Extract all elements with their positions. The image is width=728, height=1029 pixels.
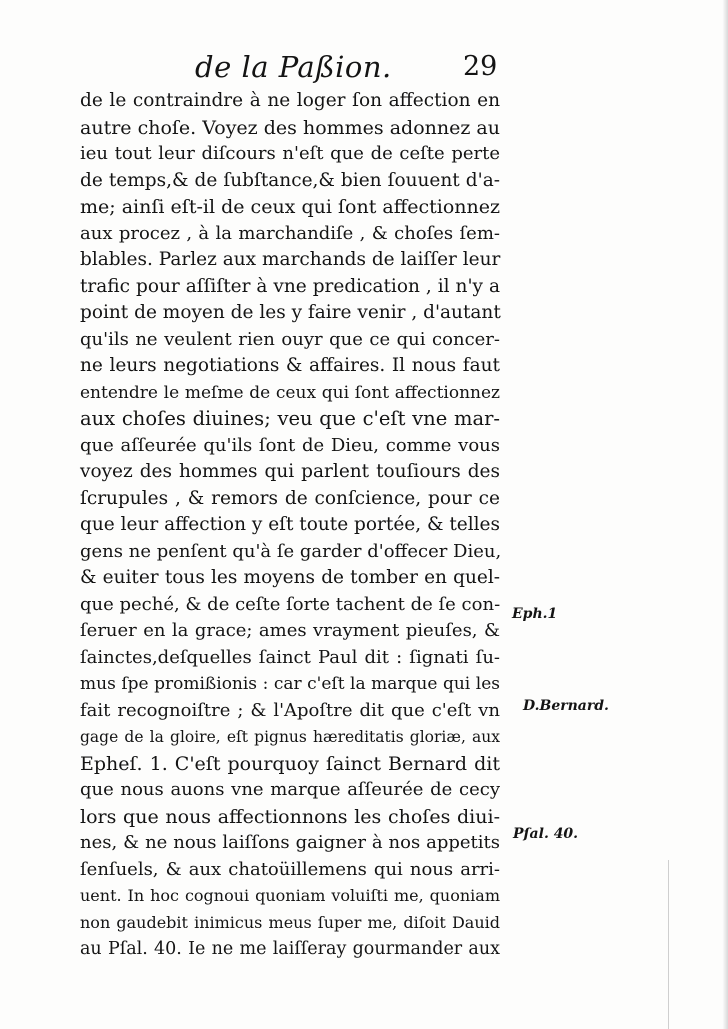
running-title: de la Paßion.: [195, 50, 392, 84]
text-line-22: ſainctes,deſquelles ſainct Paul dit : ſignati ſu-: [80, 646, 500, 668]
text-line-29: nes, & ne nous laiſſons gaigner à nos appetits: [80, 832, 500, 853]
text-line-8: trafic pour aſſiſter à vne predication , il n'y a: [80, 275, 500, 297]
text-line-20: que peché, & de ceſte ſorte tachent de ſe con-: [80, 593, 501, 615]
text-line-27: que nous auons vne marque aſſeurée de cecy: [80, 779, 500, 800]
text-line-31: uent. In hoc cognoui quoniam voluiſti me, quoniam: [80, 886, 500, 905]
text-line-2: autre choſe. Voyez des hommes adonnez au: [80, 116, 500, 139]
text-line-12: entendre le meſme de ceux qui ſont affectionnez: [80, 382, 500, 403]
text-line-6: aux procez , à la marchandiſe , & choſes ſem-: [80, 222, 500, 244]
text-line-15: voyez des hommes qui parlent touſiours des: [80, 461, 500, 482]
text-line-28: lors que nous affectionnons les choſes diui-: [80, 805, 500, 828]
text-line-17: que leur affection y eſt toute portée, & telles: [80, 514, 500, 535]
text-line-5: me; ainſi eſt-il de ceux qui ſont affectionnez: [80, 196, 500, 218]
page-edge-shadow: [722, 0, 728, 1029]
text-line-1: de le contraindre à ne loger ſon affection en: [80, 90, 500, 111]
text-line-32: non gaudebit inimicus meus ſuper me, diſoit Dauid: [80, 912, 500, 932]
text-line-21: ſeruer en la grace; ames vrayment pieuſes, &: [80, 620, 500, 641]
text-line-3: ieu tout leur diſcours n'eſt que de ceſte perte: [80, 143, 500, 164]
text-line-14: que aſſeurée qu'ils ſont de Dieu, comme vous: [80, 434, 500, 456]
margin-note-bernard: D.Bernard.: [523, 698, 609, 714]
text-line-10: qu'ils ne veulent rien ouyr que ce qui concer-: [80, 328, 500, 350]
text-line-11: ne leurs negotiations & affaires. Il nous faut: [80, 355, 500, 376]
text-line-24: fait recognoiſtre ; & l'Apoſtre dit que c'eſt vn: [80, 699, 500, 721]
text-line-9: point de moyen de les y faire venir , d'autant: [80, 302, 501, 323]
text-line-18: gens ne penſent qu'à ſe garder d'offecer Dieu,: [80, 540, 502, 562]
page-edge-line: [668, 860, 669, 1029]
text-line-7: blables. Parlez aux marchands de laiſſer leur: [80, 249, 501, 270]
text-line-25: gage de la gloire, eſt pignus hæreditatis gloriæ, aux: [80, 728, 500, 746]
margin-note-ephesians: Eph.1: [512, 606, 558, 622]
running-head: [195, 50, 498, 90]
text-line-30: ſenſuels, & aux chatoüillemens qui nous arri-: [80, 858, 500, 880]
text-line-33: au Pſal. 40. Ie ne me laiſſeray gourmander aux: [80, 939, 500, 959]
text-line-4: de temps,& de ſubſtance,& bien ſouuent d'a-: [80, 169, 500, 191]
text-line-26: Epheſ. 1. C'eſt pourquoy ſainct Bernard dit: [80, 752, 500, 775]
margin-note-psalm: Pſal. 40.: [513, 826, 579, 842]
text-line-19: & euiter tous les moyens de tomber en quel-: [80, 567, 500, 588]
text-line-13: aux choſes diuines; veu que c'eſt vne mar-: [80, 407, 500, 430]
page-number: 29: [463, 51, 498, 82]
text-line-23: mus ſpe promißionis : car c'eſt la marque qui les: [80, 674, 500, 694]
text-line-16: ſcrupules , & remors de conſcience, pour ce: [80, 487, 500, 509]
body-text: [80, 88, 500, 963]
